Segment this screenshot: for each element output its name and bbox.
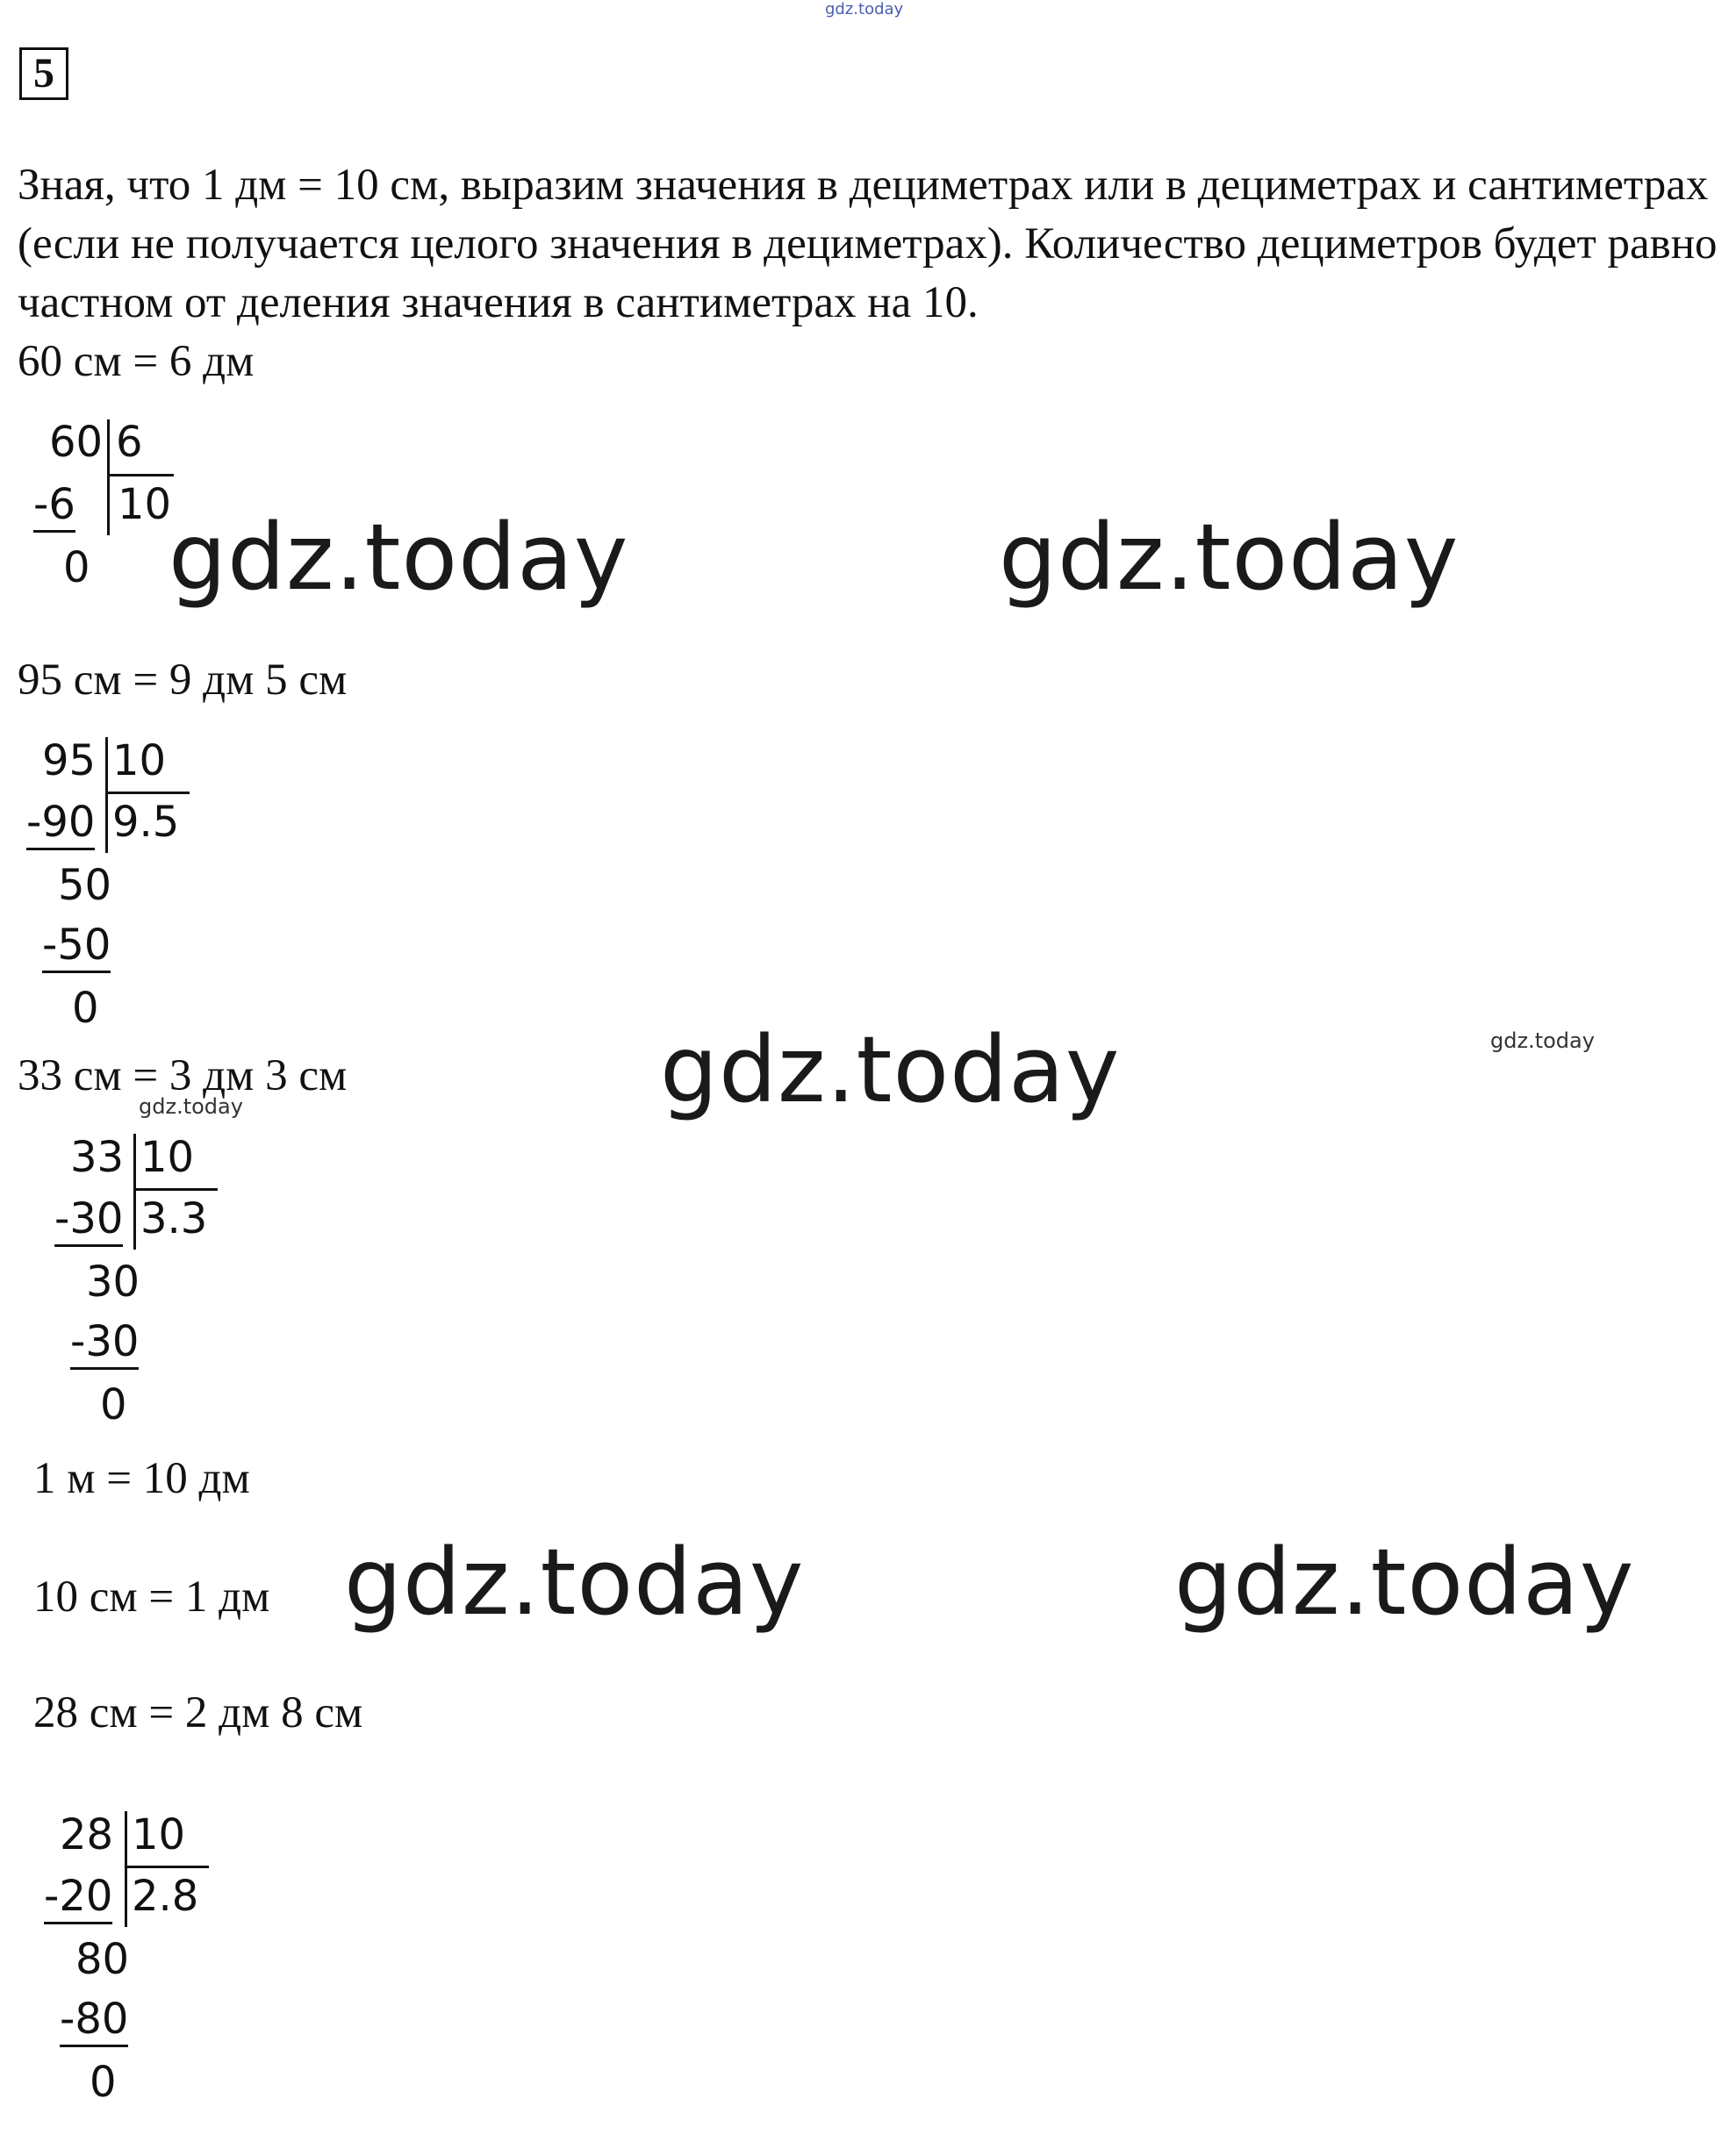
remainder: 0 (72, 984, 99, 1033)
remainder: 0 (90, 2058, 117, 2107)
equation-1m: 1 м = 10 дм (33, 1454, 250, 1503)
watermark: gdz.today (1174, 1529, 1635, 1636)
remainder: 0 (63, 543, 90, 592)
divisor: 10 (112, 736, 167, 785)
step-subtrahend: -50 (42, 921, 111, 973)
remainder: 0 (100, 1380, 127, 1429)
subtrahend: -30 (54, 1195, 123, 1247)
division-bar-vertical (105, 737, 108, 853)
divisor: 10 (140, 1133, 195, 1182)
watermark-small: gdz.today (139, 1094, 243, 1119)
equation-95cm: 95 см = 9 дм 5 см (18, 655, 348, 705)
step-value: 80 (75, 1935, 130, 1984)
quotient: 3.3 (140, 1194, 208, 1243)
top-watermark: gdz.today (825, 0, 904, 18)
step-value: 30 (86, 1257, 140, 1307)
division-bar-horizontal (133, 1188, 218, 1191)
intro-paragraph: Зная, что 1 дм = 10 см, выразим значения в дециметрах или в дециметрах и сантиметрах (если не получается целого значения в дециметрах). Количество дециметров будет равно частном от деления значения в сантиметрах на 10. (18, 161, 1718, 327)
division-bar-vertical (107, 419, 110, 535)
subtrahend: -90 (26, 799, 95, 850)
equation-28cm: 28 см = 2 дм 8 см (33, 1688, 363, 1737)
dividend: 33 (70, 1133, 125, 1182)
watermark-small: gdz.today (1490, 1028, 1595, 1053)
dividend: 28 (60, 1810, 114, 1859)
step-subtrahend: -80 (60, 1995, 128, 2047)
equation-60cm: 60 см = 6 дм (18, 337, 255, 386)
watermark: gdz.today (999, 504, 1460, 611)
division-bar-horizontal (105, 792, 190, 794)
watermark: gdz.today (344, 1529, 805, 1636)
subtrahend: -20 (44, 1873, 112, 1924)
dividend: 95 (42, 736, 97, 785)
subtrahend: -6 (33, 481, 75, 533)
division-bar-horizontal (125, 1866, 209, 1868)
step-subtrahend: -30 (70, 1318, 139, 1370)
division-bar-vertical (133, 1134, 136, 1250)
divisor: 6 (116, 418, 143, 467)
quotient: 10 (118, 480, 172, 529)
division-bar-horizontal (107, 474, 174, 476)
dividend: 60 (49, 418, 104, 467)
equation-33cm: 33 см = 3 дм 3 см (18, 1051, 348, 1100)
quotient: 9.5 (112, 798, 180, 847)
quotient: 2.8 (132, 1872, 199, 1921)
step-value: 50 (58, 861, 112, 910)
equation-10cm: 10 см = 1 дм (33, 1572, 270, 1622)
division-bar-vertical (125, 1811, 127, 1927)
watermark: gdz.today (169, 504, 629, 611)
task-number-badge: 5 (19, 47, 68, 100)
watermark: gdz.today (660, 1016, 1121, 1123)
divisor: 10 (132, 1810, 186, 1859)
